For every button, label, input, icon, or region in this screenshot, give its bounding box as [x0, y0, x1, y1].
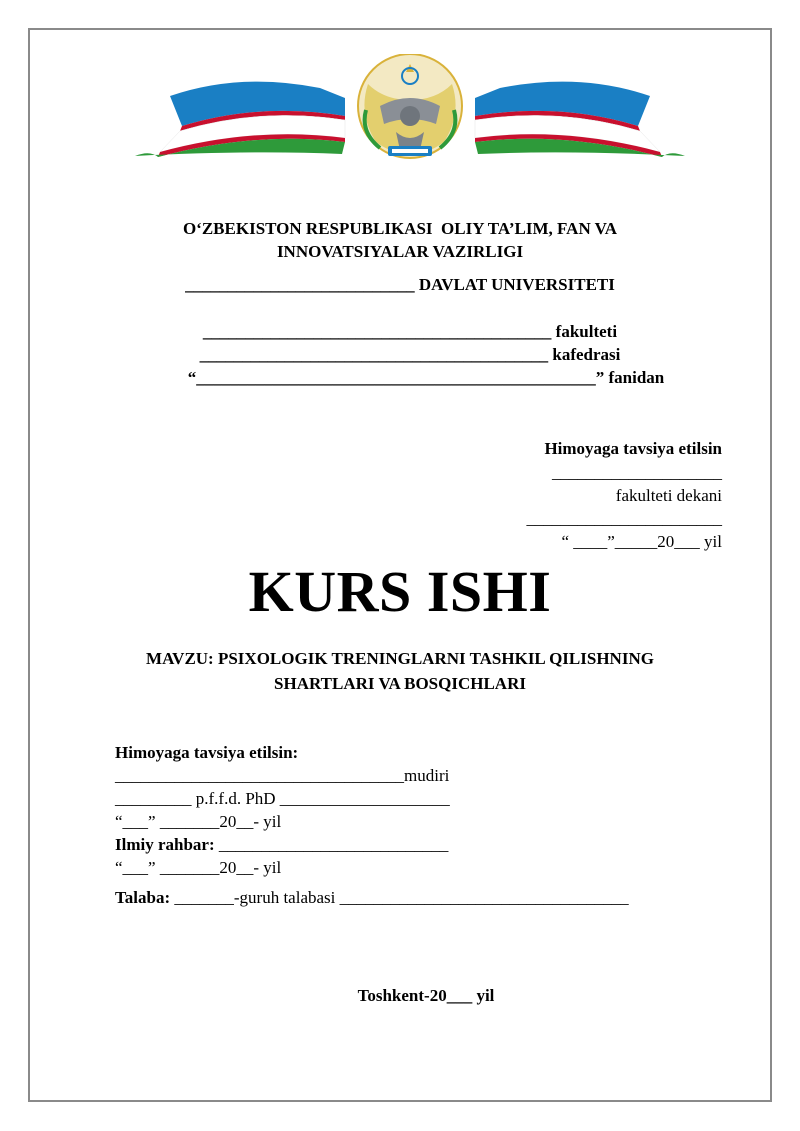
department-head-line: __________________________________mudiri — [115, 766, 450, 785]
left-flag-icon — [135, 82, 345, 157]
city-year: Toshkent-20___ yil — [357, 986, 495, 1005]
coat-of-arms-icon — [130, 54, 690, 166]
faculty-line: _________________________________________ fakulteti — [202, 322, 618, 341]
document-title: KURS ISHI — [248, 559, 552, 624]
approval-date-bottom-1: “___” _______20__- yil — [115, 812, 282, 831]
ministry-name-line1: O‘ZBEKISTON RESPUBLIKASI OLIY TA’LIM, FAN VA — [182, 219, 618, 238]
state-emblem-icon — [358, 54, 462, 158]
approval-heading-bottom: Himoyaga tavsiya etilsin: — [115, 743, 299, 762]
department-line: _________________________________________ kafedrasi — [199, 345, 621, 364]
supervisor-row — [115, 834, 448, 856]
student-line: _______-guruh talabasi __________________________________ — [170, 888, 629, 907]
approval-date-bottom-2: “___” _______20__- yil — [115, 858, 282, 877]
subject-line: “_______________________________________________” fanidan — [187, 368, 665, 387]
degree-line: _________ p.f.f.d. PhD ____________________ — [115, 789, 450, 808]
approval-date-top: “ ____”_____20___ yil — [561, 532, 722, 551]
topic-line1: MAVZU: PSIXOLOGIK TRENINGLARNI TASHKIL QILISHNING — [146, 649, 654, 668]
supervisor-line: ___________________________ — [214, 835, 449, 854]
dean-role: fakulteti dekani — [615, 486, 722, 505]
university-name: ___________________________ DAVLAT UNIVERSITETI — [185, 275, 615, 294]
approval-heading-top: Himoyaga tavsiya etilsin — [544, 439, 722, 458]
dean-name-line: _______________________ — [526, 509, 722, 528]
student-row — [115, 887, 629, 909]
right-flag-icon — [475, 82, 685, 157]
supervisor-label: Ilmiy rahbar: — [115, 835, 215, 854]
topic-line2: SHARTLARI VA BOSQICHLARI — [274, 674, 526, 693]
ministry-name-line2: INNOVATSIYALAR VAZIRLIGI — [276, 242, 524, 261]
student-label: Talaba: — [115, 888, 171, 907]
dean-signature-line: ____________________ — [552, 463, 722, 482]
